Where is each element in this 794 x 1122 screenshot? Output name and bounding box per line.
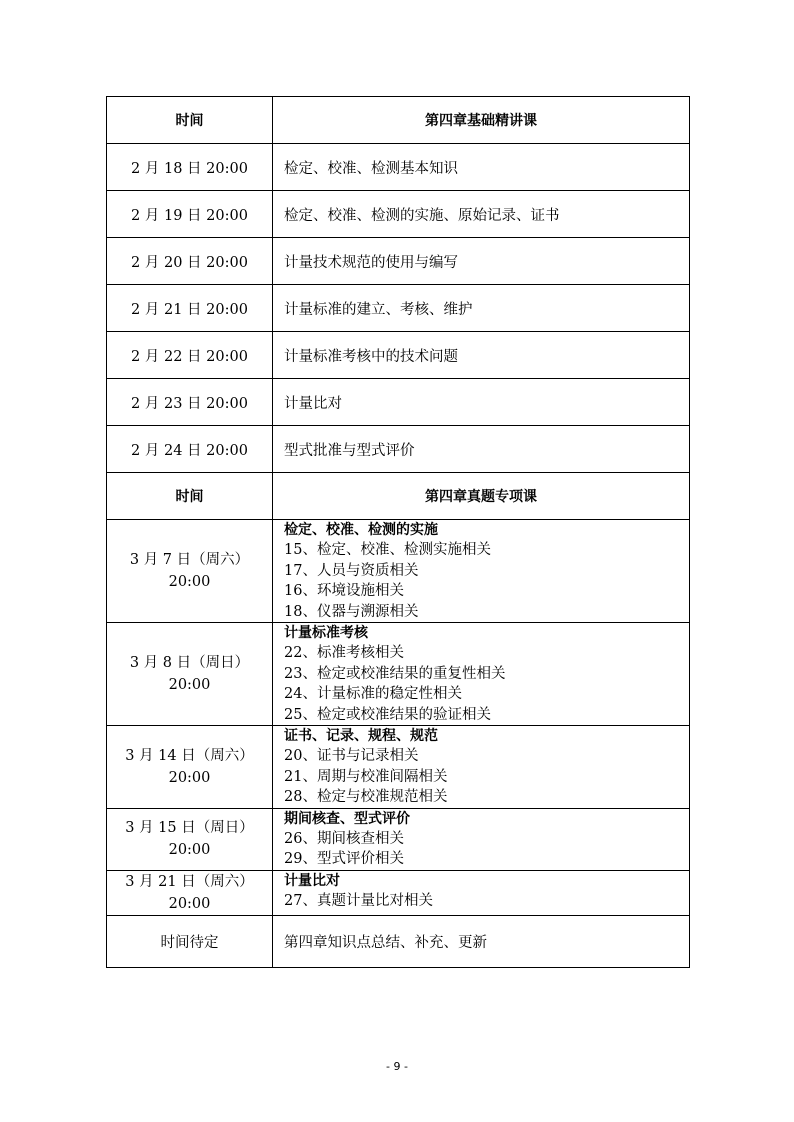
list-item: 25、检定或校准结果的验证相关 <box>284 706 491 723</box>
table-row <box>107 238 690 285</box>
block-time: 20:00 <box>168 677 211 693</box>
table-row <box>107 379 690 426</box>
list-item: 17、人员与资质相关 <box>284 562 419 579</box>
row-time: 2 月 23 日 20:00 <box>107 379 273 426</box>
table-row <box>107 870 690 915</box>
block-topic-cell <box>273 726 690 809</box>
schedule-table <box>106 96 690 968</box>
row-topic: 计量标准的建立、考核、维护 <box>273 285 690 332</box>
row-topic: 检定、校准、检测的实施、原始记录、证书 <box>273 191 690 238</box>
list-item: 29、型式评价相关 <box>284 851 404 867</box>
table-row <box>107 332 690 379</box>
block-topic-cell <box>273 870 690 915</box>
block-date: 3 月 21 日（周六） <box>125 873 254 890</box>
block-time-cell <box>107 623 273 726</box>
row-topic: 计量技术规范的使用与编写 <box>273 238 690 285</box>
table-row <box>107 191 690 238</box>
row-topic: 第四章知识点总结、补充、更新 <box>273 915 690 967</box>
block-time: 20:00 <box>168 574 211 590</box>
row-time: 2 月 18 日 20:00 <box>107 144 273 191</box>
list-item: 15、检定、校准、检测实施相关 <box>284 542 491 558</box>
list-item: 24、计量标准的稳定性相关 <box>284 686 462 702</box>
row-topic: 计量比对 <box>273 379 690 426</box>
block-date: 3 月 7 日（周六） <box>129 552 250 568</box>
row-time: 2 月 24 日 20:00 <box>107 426 273 473</box>
block-date: 3 月 15 日（周日） <box>125 820 254 836</box>
header-time: 时间 <box>107 97 273 144</box>
list-item: 16、环境设施相关 <box>284 583 404 599</box>
table-header-row <box>107 473 690 520</box>
row-topic: 计量标准考核中的技术问题 <box>273 332 690 379</box>
table-row <box>107 726 690 809</box>
list-item: 18、仪器与溯源相关 <box>284 603 419 620</box>
row-time: 2 月 19 日 20:00 <box>107 191 273 238</box>
table-row <box>107 285 690 332</box>
list-item: 23、检定或校准结果的重复性相关 <box>284 665 506 682</box>
list-item: 22、标准考核相关 <box>284 645 404 661</box>
list-item: 27、真题计量比对相关 <box>284 892 433 909</box>
block-time: 20:00 <box>168 769 211 786</box>
block-time-cell <box>107 520 273 623</box>
table-row <box>107 426 690 473</box>
block-time-cell <box>107 870 273 915</box>
list-item: 21、周期与校准间隔相关 <box>284 768 448 785</box>
list-item: 20、证书与记录相关 <box>284 748 419 764</box>
block-date: 3 月 8 日（周日） <box>129 655 250 671</box>
block-time: 20:00 <box>168 842 211 858</box>
table-row <box>107 915 690 967</box>
row-time: 时间待定 <box>107 915 273 967</box>
block-title: 期间核查、型式评价 <box>284 810 410 827</box>
table-row <box>107 808 690 870</box>
block-title: 计量比对 <box>284 872 340 889</box>
block-topic-cell <box>273 808 690 870</box>
block-title: 证书、记录、规程、规范 <box>284 728 438 744</box>
list-item: 26、期间核查相关 <box>284 830 404 847</box>
block-date: 3 月 14 日（周六） <box>125 747 254 764</box>
block-topic-cell <box>273 623 690 726</box>
header-topic: 第四章基础精讲课 <box>273 97 690 144</box>
table-row <box>107 520 690 623</box>
row-topic: 检定、校准、检测基本知识 <box>273 144 690 191</box>
block-time-cell <box>107 808 273 870</box>
row-time: 2 月 22 日 20:00 <box>107 332 273 379</box>
table-header-row <box>107 97 690 144</box>
block-time: 20:00 <box>168 895 211 912</box>
block-title: 计量标准考核 <box>284 625 368 641</box>
header-topic: 第四章真题专项课 <box>273 473 690 520</box>
header-time: 时间 <box>107 473 273 520</box>
row-topic: 型式批准与型式评价 <box>273 426 690 473</box>
row-time: 2 月 21 日 20:00 <box>107 285 273 332</box>
table-row <box>107 144 690 191</box>
block-time-cell <box>107 726 273 809</box>
block-title: 检定、校准、检测的实施 <box>284 522 438 538</box>
table-row <box>107 623 690 726</box>
row-time: 2 月 20 日 20:00 <box>107 238 273 285</box>
page-number: - 9 - <box>386 1060 408 1073</box>
block-topic-cell <box>273 520 690 623</box>
list-item: 28、检定与校准规范相关 <box>284 789 448 805</box>
